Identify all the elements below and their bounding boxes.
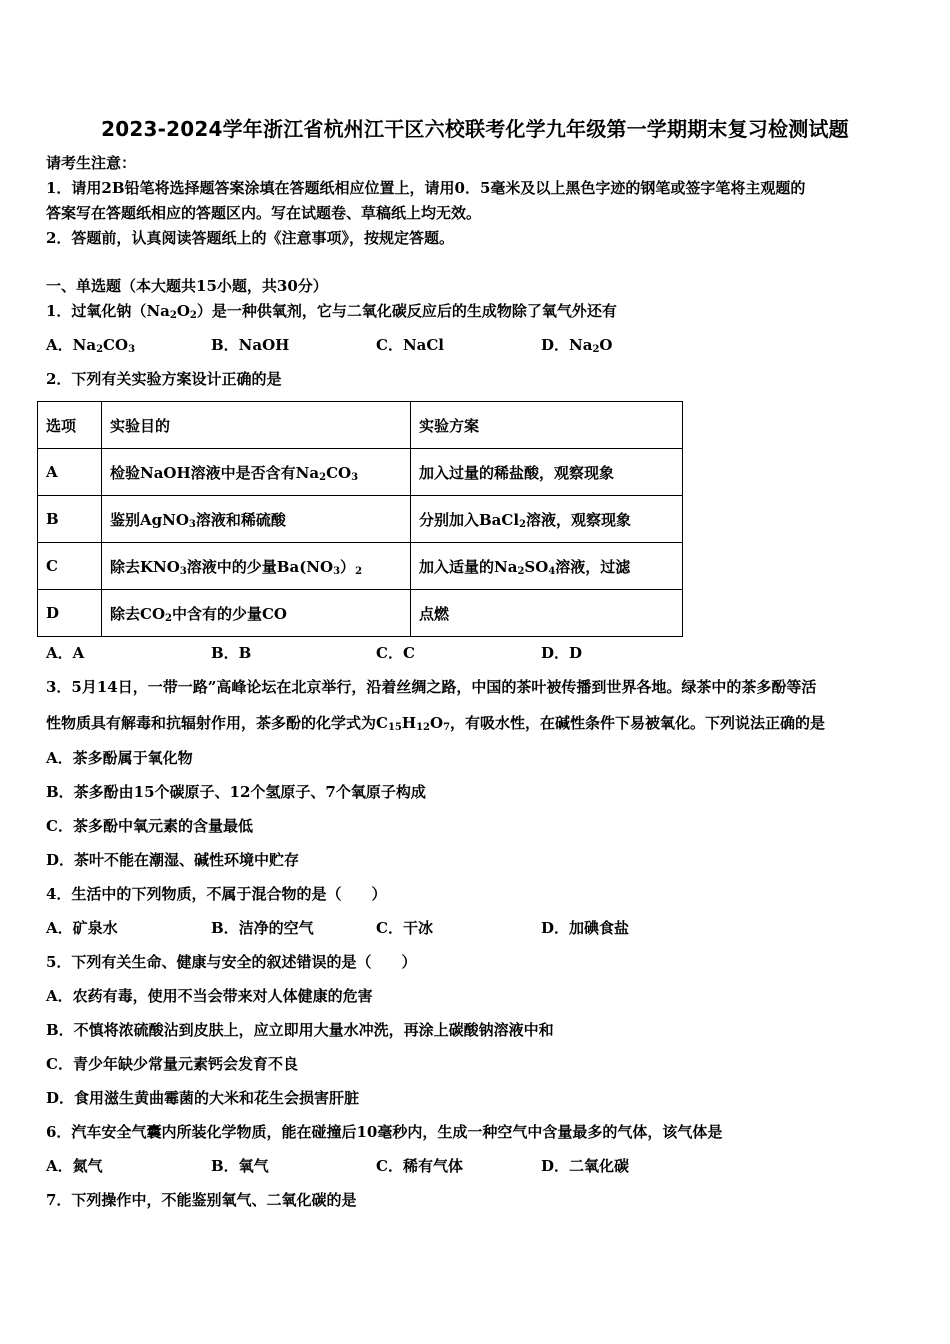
q2-option-c[interactable]: C．C [376,644,415,662]
q1-option-a[interactable]: A．$Na_2CO_3$ [46,336,136,355]
experiment-table [37,401,683,637]
row-option: C [38,543,102,590]
row-option: B [38,496,102,543]
q1-option-c[interactable]: C．NaCl [376,336,445,354]
q2-option-a[interactable]: A．A [46,644,85,662]
q4-option-c[interactable]: C．干冰 [376,919,433,937]
table-header-row [38,402,683,449]
q5-option-c[interactable]: C．青少年缺少常量元素钙会发育不良 [46,1055,298,1073]
q5-option-b[interactable]: B．不慎将浓硫酸沾到皮肤上，应立即用大量水冲洗，再涂上碳酸钠溶液中和 [46,1021,554,1039]
table-row [38,496,683,543]
row-option: A [38,449,102,496]
question-6-stem: 6．汽车安全气囊内所装化学物质，能在碰撞后10毫秒内，生成一种空气中含量最多的气体，该气体是 [46,1123,723,1141]
q3-option-a[interactable]: A．茶多酚属于氧化物 [46,749,193,767]
row-plan: 分别加入BaCl$_2$溶液，观察现象 [411,496,683,543]
q2-option-d[interactable]: D．D [541,644,583,662]
q1-option-d[interactable]: D．$Na_2O$ [541,336,613,355]
q1-option-b[interactable]: B．NaOH [211,336,290,354]
q6-option-d[interactable]: D．二氧化碳 [541,1157,630,1175]
row-option: D [38,590,102,637]
row-plan: 加入适量的$Na_2SO_4$溶液，过滤 [411,543,683,590]
table-row [38,543,683,590]
q3-option-b[interactable]: B．茶多酚由15个碳原子、12个氢原子、7个氧原子构成 [46,783,426,801]
row-plan: 加入过量的稀盐酸，观察现象 [411,449,683,496]
table-row [38,590,683,637]
notice-line-2: 2．答题前，认真阅读答题纸上的《注意事项》，按规定答题。 [46,229,454,247]
q6-option-a[interactable]: A．氮气 [46,1157,103,1175]
header-option: 选项 [38,402,102,449]
q5-option-d[interactable]: D．食用滋生黄曲霉菌的大米和花生会损害肝脏 [46,1089,360,1107]
question-3-stem-line-1: 3．5月14日，一带一路”高峰论坛在北京举行，沿着丝绸之路，中国的茶叶被传播到世界各地。绿茶中的茶多酚等活 [46,678,817,696]
question-1-stem: 1．过氧化钠$(Na_2O_2)$是一种供氧剂，它与二氧化碳反应后的生成物除了氧气外还有 [46,302,617,321]
notice-line-1-cont: 答案写在答题纸相应的答题区内。写在试题卷、草稿纸上均无效。 [46,204,482,222]
q5-option-a[interactable]: A．农药有毒，使用不当会带来对人体健康的危害 [46,987,373,1005]
q3-option-d[interactable]: D．茶叶不能在潮湿、碱性环境中贮存 [46,851,300,869]
question-3-stem-line-2: 性物质具有解毒和抗辐射作用，茶多酚的化学式为$C_{15}H_{12}O_7$，有吸水性，在碱性条件下易被氧化。下列说法正确的是 [46,714,826,733]
q4-option-d[interactable]: D．加碘食盐 [541,919,630,937]
header-plan: 实验方案 [411,402,683,449]
question-5-stem: 5．下列有关生命、健康与安全的叙述错误的是（ ） [46,953,417,971]
q6-option-b[interactable]: B．氧气 [211,1157,269,1175]
table-row [38,449,683,496]
question-4-stem: 4．生活中的下列物质，不属于混合物的是（ ） [46,885,387,903]
row-purpose: 除去$KNO_3$溶液中的少量$Ba(NO_3)_2$ [102,543,411,590]
q3-option-c[interactable]: C．茶多酚中氧元素的含量最低 [46,817,253,835]
q2-option-b[interactable]: B．B [211,644,252,662]
page-title: 2023-2024学年浙江省杭州江干区六校联考化学九年级第一学期期末复习检测试题 [101,117,849,141]
row-plan: 点燃 [411,590,683,637]
notice-heading: 请考生注意： [46,154,137,172]
question-2-stem: 2．下列有关实验方案设计正确的是 [46,370,282,388]
header-purpose: 实验目的 [102,402,411,449]
row-purpose: 除去$CO_2$中含有的少量CO [102,590,411,637]
question-7-stem: 7．下列操作中，不能鉴别氧气、二氧化碳的是 [46,1191,357,1209]
q4-option-b[interactable]: B．洁净的空气 [211,919,314,937]
section-heading: 一、单选题（本大题共15小题，共30分） [46,277,328,295]
notice-line-1: 1．请用2B铅笔将选择题答案涂填在答题纸相应位置上，请用0．5毫米及以上黑色字迹的钢笔或签字笔将主观题的 [46,179,806,197]
q4-option-a[interactable]: A．矿泉水 [46,919,118,937]
row-purpose: 鉴别AgNO$_3$溶液和稀硫酸 [102,496,411,543]
q6-option-c[interactable]: C．稀有气体 [376,1157,463,1175]
row-purpose: 检验NaOH溶液中是否含有$Na_2CO_3$ [102,449,411,496]
